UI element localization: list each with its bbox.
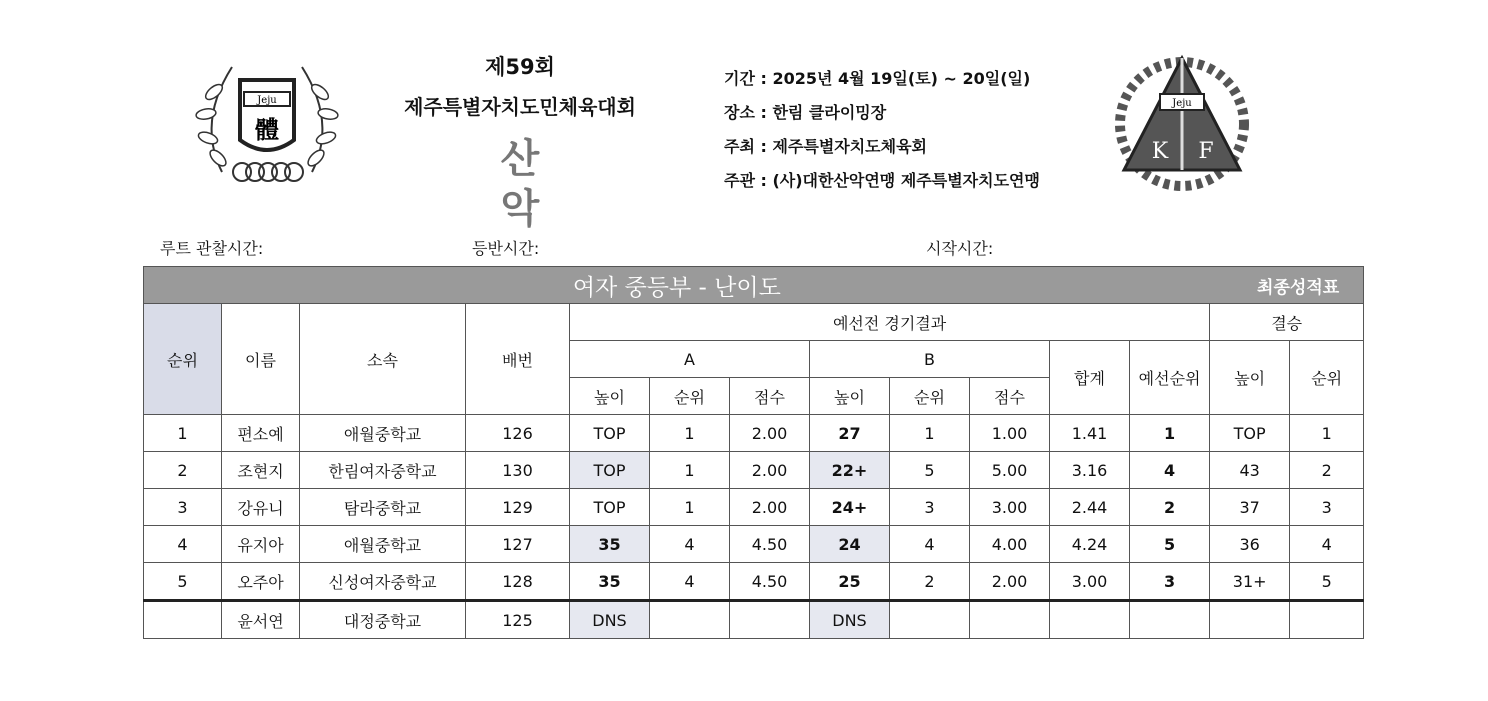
logo-right-text-left: K	[1151, 139, 1169, 164]
cell-a-score: 4.50	[730, 563, 810, 601]
cell-final-rank: 4	[1290, 526, 1364, 563]
header-name: 이름	[222, 304, 300, 415]
cell-a-rank: 1	[650, 415, 730, 452]
cell-qual-rank: 4	[1130, 452, 1210, 489]
cell-a-score: 2.00	[730, 415, 810, 452]
cell-rank	[144, 601, 222, 639]
cell-a-height: TOP	[570, 415, 650, 452]
cell-a-score: 2.00	[730, 489, 810, 526]
cell-a-score: 2.00	[730, 452, 810, 489]
cell-a-rank: 4	[650, 563, 730, 601]
cell-bib: 129	[466, 489, 570, 526]
cell-name: 조현지	[222, 452, 300, 489]
header-total: 합계	[1050, 341, 1130, 415]
cell-a-height: 35	[570, 563, 650, 601]
cell-final-height: TOP	[1210, 415, 1290, 452]
table-row	[144, 452, 1364, 489]
cell-affiliation: 대정중학교	[300, 601, 466, 639]
triangle-emblem-icon	[1112, 52, 1252, 192]
cell-bib: 128	[466, 563, 570, 601]
cell-b-rank: 3	[890, 489, 970, 526]
cell-a-score	[730, 601, 810, 639]
header-bib: 배번	[466, 304, 570, 415]
header-affiliation: 소속	[300, 304, 466, 415]
cell-name: 윤서연	[222, 601, 300, 639]
cell-b-score: 3.00	[970, 489, 1050, 526]
cell-a-score: 4.50	[730, 526, 810, 563]
info-organizer: 주관 : (사)대한산악연맹 제주특별자치도연맹	[724, 171, 1040, 190]
header-b-rank: 순위	[890, 378, 970, 415]
header-a-height: 높이	[570, 378, 650, 415]
header-rank: 순위	[144, 304, 222, 415]
cell-qual-rank: 1	[1130, 415, 1210, 452]
table-subtitle: 최종성적표	[1210, 267, 1364, 304]
edition-title: 제59회	[485, 55, 555, 79]
cell-qual-rank: 3	[1130, 563, 1210, 601]
header-final-height: 높이	[1210, 341, 1290, 415]
table-row	[144, 415, 1364, 452]
header-qual-rank: 예선순위	[1130, 341, 1210, 415]
cell-name: 유지아	[222, 526, 300, 563]
event-title: 제주특별자치도민체육대회	[404, 95, 636, 119]
cell-bib: 125	[466, 601, 570, 639]
header-route-a: A	[570, 341, 810, 378]
cell-a-rank: 1	[650, 489, 730, 526]
info-period: 기간 : 2025년 4월 19일(토) ~ 20일(일)	[724, 69, 1031, 88]
cell-a-rank: 4	[650, 526, 730, 563]
cell-b-score: 4.00	[970, 526, 1050, 563]
cell-b-height: DNS	[810, 601, 890, 639]
cell-qual-rank: 2	[1130, 489, 1210, 526]
info-venue: 장소 : 한림 클라이밍장	[724, 103, 887, 122]
cell-b-rank: 5	[890, 452, 970, 489]
route-observation-label: 루트 관찰시간:	[160, 239, 264, 258]
header-b-height: 높이	[810, 378, 890, 415]
sport-title: 산 악	[500, 136, 600, 232]
info-host: 주최 : 제주특별자치도체육회	[724, 137, 928, 156]
laurel-emblem-icon	[192, 52, 342, 192]
header-a-rank: 순위	[650, 378, 730, 415]
cell-a-height: TOP	[570, 452, 650, 489]
cell-affiliation: 애월중학교	[300, 526, 466, 563]
header-a-score: 점수	[730, 378, 810, 415]
cell-final-rank: 5	[1290, 563, 1364, 601]
climb-time-label: 등반시간:	[472, 239, 540, 258]
cell-affiliation: 애월중학교	[300, 415, 466, 452]
table-title: 여자 중등부 - 난이도	[144, 267, 1210, 304]
cell-qual-rank: 5	[1130, 526, 1210, 563]
cell-name: 편소예	[222, 415, 300, 452]
table-row	[144, 489, 1364, 526]
cell-b-score: 2.00	[970, 563, 1050, 601]
header-row-1	[144, 304, 1364, 341]
cell-b-rank: 4	[890, 526, 970, 563]
cell-b-height: 24+	[810, 489, 890, 526]
cell-affiliation: 탐라중학교	[300, 489, 466, 526]
results-table	[143, 266, 1364, 639]
cell-affiliation: 신성여자중학교	[300, 563, 466, 601]
cell-total: 1.41	[1050, 415, 1130, 452]
cell-bib: 130	[466, 452, 570, 489]
cell-a-rank	[650, 601, 730, 639]
cell-b-score: 5.00	[970, 452, 1050, 489]
logo-left-text-center: 體	[255, 115, 279, 144]
cell-total: 2.44	[1050, 489, 1130, 526]
table-row	[144, 526, 1364, 563]
logo-left-text-top: Jeju	[257, 95, 277, 106]
cell-rank: 2	[144, 452, 222, 489]
cell-b-rank: 1	[890, 415, 970, 452]
cell-total: 3.00	[1050, 563, 1130, 601]
cell-bib: 126	[466, 415, 570, 452]
cell-rank: 4	[144, 526, 222, 563]
cell-b-height: 24	[810, 526, 890, 563]
cell-rank: 3	[144, 489, 222, 526]
cell-name: 오주아	[222, 563, 300, 601]
cell-total	[1050, 601, 1130, 639]
cell-a-height: DNS	[570, 601, 650, 639]
table-title-row	[144, 267, 1364, 304]
cell-final-rank: 1	[1290, 415, 1364, 452]
header-final-rank: 순위	[1290, 341, 1364, 415]
title-block	[380, 52, 660, 234]
cell-total: 4.24	[1050, 526, 1130, 563]
table-row	[144, 563, 1364, 601]
cell-b-height: 27	[810, 415, 890, 452]
logo-right-text-right: F	[1198, 139, 1214, 164]
cell-final-rank: 3	[1290, 489, 1364, 526]
header-b-score: 점수	[970, 378, 1050, 415]
cell-affiliation: 한림여자중학교	[300, 452, 466, 489]
cell-b-height: 25	[810, 563, 890, 601]
logo-right-text-top: Jeju	[1172, 98, 1192, 109]
cell-final-height: 43	[1210, 452, 1290, 489]
cell-final-rank	[1290, 601, 1364, 639]
cell-b-height: 22+	[810, 452, 890, 489]
cell-rank: 1	[144, 415, 222, 452]
cell-final-rank: 2	[1290, 452, 1364, 489]
table-row	[144, 601, 1364, 639]
cell-rank: 5	[144, 563, 222, 601]
cell-a-height: 35	[570, 526, 650, 563]
cell-a-height: TOP	[570, 489, 650, 526]
cell-b-rank	[890, 601, 970, 639]
event-info	[724, 62, 1040, 198]
cell-bib: 127	[466, 526, 570, 563]
cell-final-height: 37	[1210, 489, 1290, 526]
cell-name: 강유니	[222, 489, 300, 526]
header-route-b: B	[810, 341, 1050, 378]
cell-total: 3.16	[1050, 452, 1130, 489]
cell-qual-rank	[1130, 601, 1210, 639]
cell-b-rank: 2	[890, 563, 970, 601]
cell-a-rank: 1	[650, 452, 730, 489]
cell-final-height: 36	[1210, 526, 1290, 563]
cell-b-score: 1.00	[970, 415, 1050, 452]
header-final: 결승	[1210, 304, 1364, 341]
header-qualification: 예선전 경기결과	[570, 304, 1210, 341]
cell-final-height: 31+	[1210, 563, 1290, 601]
cell-b-score	[970, 601, 1050, 639]
start-time-label: 시작시간:	[926, 239, 994, 258]
cell-final-height	[1210, 601, 1290, 639]
